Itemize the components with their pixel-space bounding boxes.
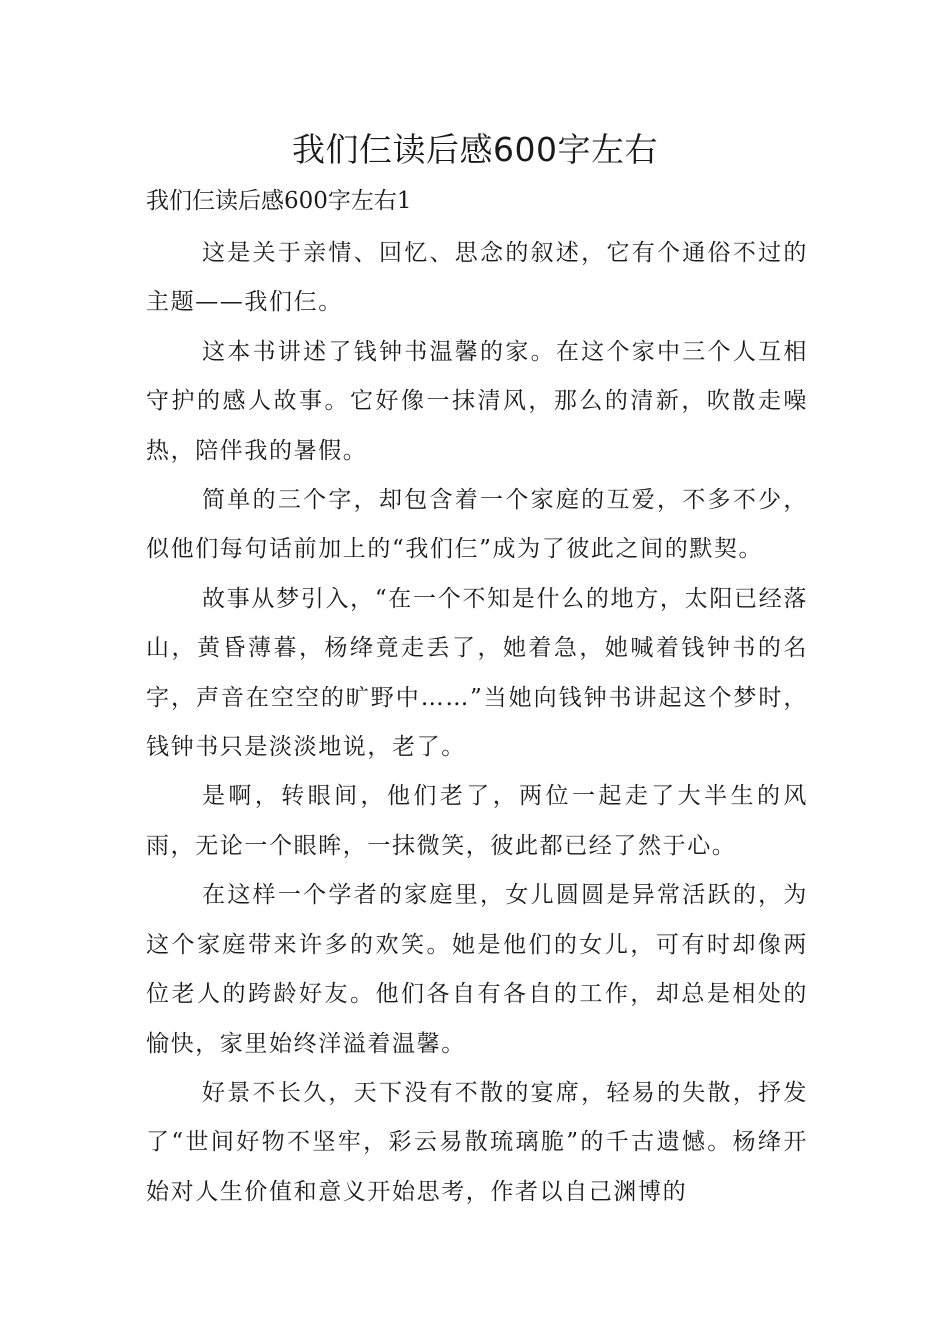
paragraph: 这本书讲述了钱钟书温馨的家。在这个家中三个人互相守护的感人故事。它好像一抹清风，那么的清新，吹散走噪热，陪伴我的暑假。 — [146, 338, 808, 464]
paragraph: 是啊，转眼间，他们老了，两位一起走了大半生的风雨，无论一个眼眸，一抹微笑，彼此都已经了然于心。 — [146, 783, 808, 859]
paragraph: 在这样一个学者的家庭里，女儿圆圆是异常活跃的，为这个家庭带来许多的欢笑。她是他们的女儿，可有时却像两位老人的跨龄好友。他们各自有各自的工作，却总是相处的愉快，家里始终洋溢着温馨。 — [146, 882, 808, 1057]
paragraph: 这是关于亲情、回忆、思念的叙述，它有个通俗不过的主题——我们仨。 — [146, 240, 808, 316]
document-body — [146, 229, 808, 1217]
paragraph: 简单的三个字，却包含着一个家庭的互爱，不多不少，似他们每句话前加上的“我们仨”成为了彼此之间的默契。 — [146, 487, 808, 563]
paragraph: 故事从梦引入，“在一个不知是什么的地方，太阳已经落山，黄昏薄暮，杨绛竟走丢了，她着急，她喊着钱钟书的名字，声音在空空的旷野中……”当她向钱钟书讲起这个梦时，钱钟书只是淡淡地说，老了。 — [146, 585, 808, 761]
document-title: 我们仨读后感600字左右 — [292, 130, 658, 169]
paragraph: 好景不长久，天下没有不散的宴席，轻易的失散，抒发了“世间好物不坚牢，彩云易散琉璃脆”的千古遗憾。杨绛开始对人生价值和意义开始思考，作者以自己渊博的 — [146, 1079, 808, 1205]
document-subtitle: 我们仨读后感600字左右1 — [146, 188, 412, 214]
